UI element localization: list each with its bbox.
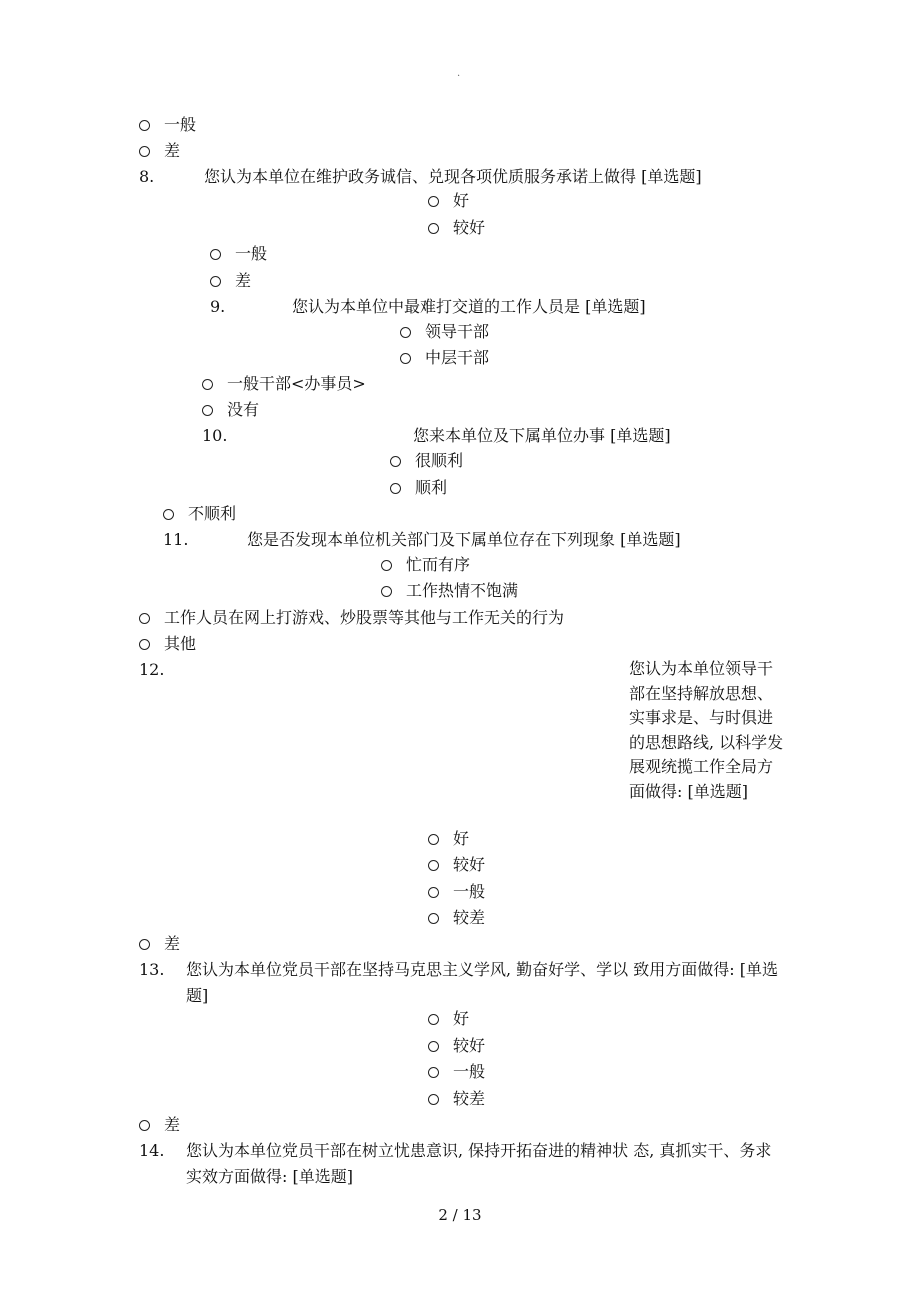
option-label: 不顺利 [188, 504, 237, 523]
radio-icon[interactable] [428, 913, 439, 924]
q11-option-low-enthusiasm[interactable] [381, 580, 518, 602]
radio-icon[interactable] [400, 353, 411, 364]
option-label: 较好 [453, 218, 486, 237]
question-13-number: 13. [139, 960, 165, 979]
q13-option-fairly-poor[interactable] [428, 1088, 485, 1110]
question-9-number: 9. [210, 297, 226, 316]
option-label: 领导干部 [425, 322, 490, 341]
q8-option-general[interactable] [210, 243, 267, 265]
q8-option-poor[interactable] [210, 270, 251, 292]
option-label: 一般 [453, 882, 486, 901]
option-label: 中层干部 [425, 348, 490, 367]
question-14-number: 14. [139, 1141, 165, 1160]
option-label: 好 [453, 1009, 470, 1028]
q10-option-very-smooth[interactable] [390, 450, 463, 472]
option-label: 较好 [453, 855, 486, 874]
q8-option-good[interactable] [428, 190, 469, 212]
q8-option-fairly-good[interactable] [428, 217, 485, 239]
q13-option-poor[interactable] [139, 1114, 180, 1136]
option-label: 差 [164, 1115, 181, 1134]
radio-icon[interactable] [139, 120, 150, 131]
question-12-number: 12. [139, 660, 165, 679]
option-label: 一般 [453, 1062, 486, 1081]
radio-icon[interactable] [381, 560, 392, 571]
radio-icon[interactable] [202, 379, 213, 390]
radio-icon[interactable] [139, 146, 150, 157]
question-8-number: 8. [139, 167, 155, 186]
radio-icon[interactable] [381, 586, 392, 597]
option-label: 一般 [164, 115, 197, 134]
option-poor[interactable] [139, 140, 180, 162]
option-label: 差 [164, 141, 181, 160]
option-label: 忙而有序 [406, 555, 471, 574]
radio-icon[interactable] [400, 327, 411, 338]
radio-icon[interactable] [428, 1067, 439, 1078]
radio-icon[interactable] [428, 196, 439, 207]
radio-icon[interactable] [210, 276, 221, 287]
radio-icon[interactable] [139, 939, 150, 950]
q12-option-good[interactable] [428, 828, 469, 850]
radio-icon[interactable] [390, 456, 401, 467]
option-label: 顺利 [415, 478, 448, 497]
radio-icon[interactable] [139, 1120, 150, 1131]
radio-icon[interactable] [210, 249, 221, 260]
option-label: 工作人员在网上打游戏、炒股票等其他与工作无关的行为 [164, 608, 565, 627]
q9-option-clerk[interactable] [202, 373, 366, 395]
question-10-text: 您来本单位及下属单位办事 [单选题] [413, 426, 671, 445]
question-13-text: 您认为本单位党员干部在坚持马克思主义学风, 勤奋好学、学以 致用方面做得: [单选题] [186, 960, 778, 1005]
option-label: 较差 [453, 908, 486, 927]
page-number: 2 / 13 [438, 1206, 482, 1224]
question-8-text: 您认为本单位在维护政务诚信、兑现各项优质服务承诺上做得 [单选题] [204, 167, 702, 186]
option-label: 一般干部<办事员> [227, 374, 366, 393]
q13-option-fairly-good[interactable] [428, 1035, 485, 1057]
q11-option-busy-orderly[interactable] [381, 554, 470, 576]
question-14-text: 您认为本单位党员干部在树立忧患意识, 保持开拓奋进的精神状 态, 真抓实干、务求实效方面做得: [单选题] [186, 1141, 772, 1186]
q12-option-general[interactable] [428, 881, 485, 903]
q12-option-fairly-good[interactable] [428, 854, 485, 876]
option-label: 很顺利 [415, 451, 464, 470]
radio-icon[interactable] [428, 860, 439, 871]
q10-option-not-smooth[interactable] [163, 503, 236, 525]
header-dot: . [457, 68, 461, 79]
radio-icon[interactable] [428, 887, 439, 898]
radio-icon[interactable] [139, 613, 150, 624]
radio-icon[interactable] [428, 1094, 439, 1105]
option-label: 一般 [235, 244, 268, 263]
radio-icon[interactable] [202, 405, 213, 416]
q9-option-none[interactable] [202, 399, 259, 421]
option-label: 较好 [453, 1036, 486, 1055]
question-11-number: 11. [163, 530, 189, 549]
radio-icon[interactable] [428, 1041, 439, 1052]
option-label: 较差 [453, 1089, 486, 1108]
option-label: 差 [164, 934, 181, 953]
option-general[interactable] [139, 114, 196, 136]
radio-icon[interactable] [390, 483, 401, 494]
q11-option-online-games[interactable] [139, 607, 564, 629]
option-label: 没有 [227, 400, 260, 419]
option-label: 好 [453, 829, 470, 848]
question-10-number: 10. [202, 426, 228, 445]
q13-option-good[interactable] [428, 1008, 469, 1030]
option-label: 差 [235, 271, 252, 290]
question-11-text: 您是否发现本单位机关部门及下属单位存在下列现象 [单选题] [247, 530, 681, 549]
q9-option-middle[interactable] [400, 347, 489, 369]
radio-icon[interactable] [428, 834, 439, 845]
radio-icon[interactable] [428, 1014, 439, 1025]
q11-option-other[interactable] [139, 633, 196, 655]
radio-icon[interactable] [428, 223, 439, 234]
q13-option-general[interactable] [428, 1061, 485, 1083]
radio-icon[interactable] [139, 639, 150, 650]
radio-icon[interactable] [163, 509, 174, 520]
question-12-text: 您认为本单位领导干部在坚持解放思想、实事求是、与时俱进的思想路线, 以科学发展观统揽工作全局方面做得: [单选题] [629, 659, 784, 801]
q9-option-leaders[interactable] [400, 321, 489, 343]
q10-option-smooth[interactable] [390, 477, 447, 499]
option-label: 其他 [164, 634, 197, 653]
q12-option-poor[interactable] [139, 933, 180, 955]
q12-option-fairly-poor[interactable] [428, 907, 485, 929]
question-9-text: 您认为本单位中最难打交道的工作人员是 [单选题] [292, 297, 646, 316]
option-label: 工作热情不饱满 [406, 581, 519, 600]
option-label: 好 [453, 191, 470, 210]
